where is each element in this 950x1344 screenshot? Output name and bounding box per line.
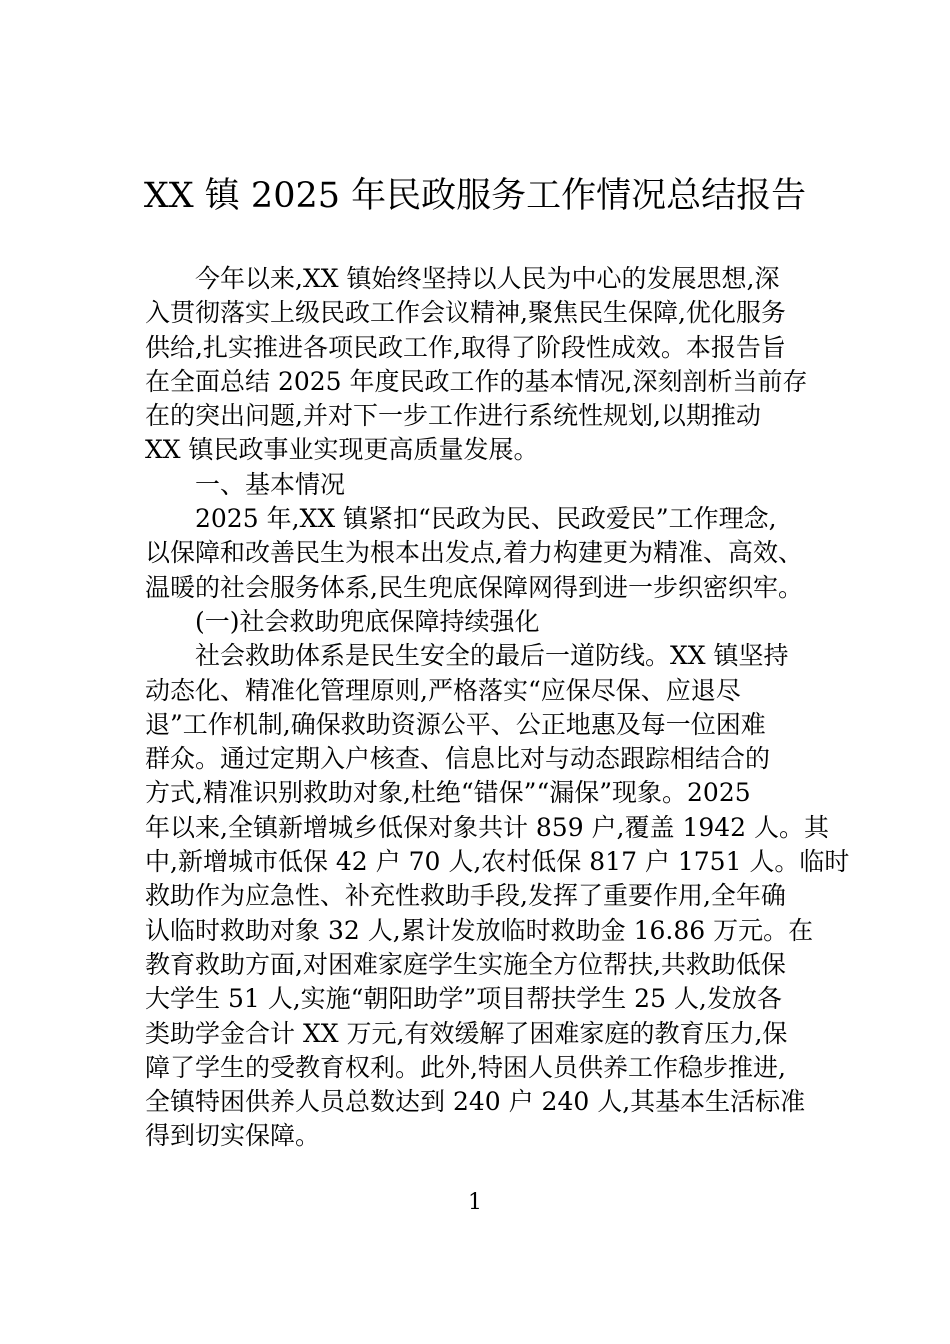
text-line: 救助作为应急性、补充性救助手段,发挥了重要作用,全年确 <box>145 881 786 911</box>
text-line: 类助学金合计 XX 万元,有效缓解了困难家庭的教育压力,保 <box>145 1018 788 1048</box>
text-line: 社会救助体系是民生安全的最后一道防线。XX 镇坚持 <box>195 641 789 671</box>
text-line: 以保障和改善民生为根本出发点,着力构建更为精准、高效、 <box>145 538 803 568</box>
text-line: 在的突出问题,并对下一步工作进行系统性规划,以期推动 <box>145 401 761 431</box>
text-line: 中,新增城市低保 42 户 70 人,农村低保 817 户 1751 人。临时 <box>145 847 850 877</box>
text-line: 入贯彻落实上级民政工作会议精神,聚焦民生保障,优化服务 <box>145 298 786 328</box>
document-body <box>145 262 850 1154</box>
text-line: 退”工作机制,确保救助资源公平、公正地惠及每一位困难 <box>145 709 766 739</box>
text-line: XX 镇民政事业实现更高质量发展。 <box>145 435 539 465</box>
text-line: 群众。通过定期入户核查、信息比对与动态跟踪相结合的 <box>145 744 771 774</box>
document-title: XX 镇 2025 年民政服务工作情况总结报告 <box>143 176 807 216</box>
text-line: 方式,精准识别救助对象,杜绝“错保”“漏保”现象。2025 <box>145 778 751 808</box>
text-line: 2025 年,XX 镇紧扣“民政为民、民政爱民”工作理念, <box>195 504 777 534</box>
text-line: 全镇特困供养人员总数达到 240 户 240 人,其基本生活标准 <box>145 1087 806 1117</box>
text-line: 教育救助方面,对困难家庭学生实施全方位帮扶,共救助低保 <box>145 949 786 979</box>
text-line: 年以来,全镇新增城乡低保对象共计 859 户,覆盖 1942 人。其 <box>145 812 830 842</box>
text-line: 动态化、精准化管理原则,严格落实“应保尽保、应退尽 <box>145 675 741 705</box>
text-line: 温暖的社会服务体系,民生兜底保障网得到进一步织密织牢。 <box>145 572 803 602</box>
text-line: 障了学生的受教育权利。此外,特困人员供养工作稳步推进, <box>145 1052 786 1082</box>
text-line: 在全面总结 2025 年度民政工作的基本情况,深刻剖析当前存 <box>145 366 808 396</box>
section-heading: 一、基本情况 <box>195 469 346 499</box>
text-line: 今年以来,XX 镇始终坚持以人民为中心的发展思想,深 <box>195 264 780 293</box>
text-line: 得到切实保障。 <box>145 1121 321 1151</box>
page-number: 1 <box>468 1190 482 1215</box>
text-line: 认临时救助对象 32 人,累计发放临时救助金 16.86 万元。在 <box>145 915 814 945</box>
text-line: 供给,扎实推进各项民政工作,取得了阶段性成效。本报告旨 <box>145 332 786 362</box>
subsection-heading: (一)社会救助兜底保障持续强化 <box>195 606 540 636</box>
text-line: 大学生 51 人,实施“朝阳助学”项目帮扶学生 25 人,发放各 <box>145 984 782 1014</box>
